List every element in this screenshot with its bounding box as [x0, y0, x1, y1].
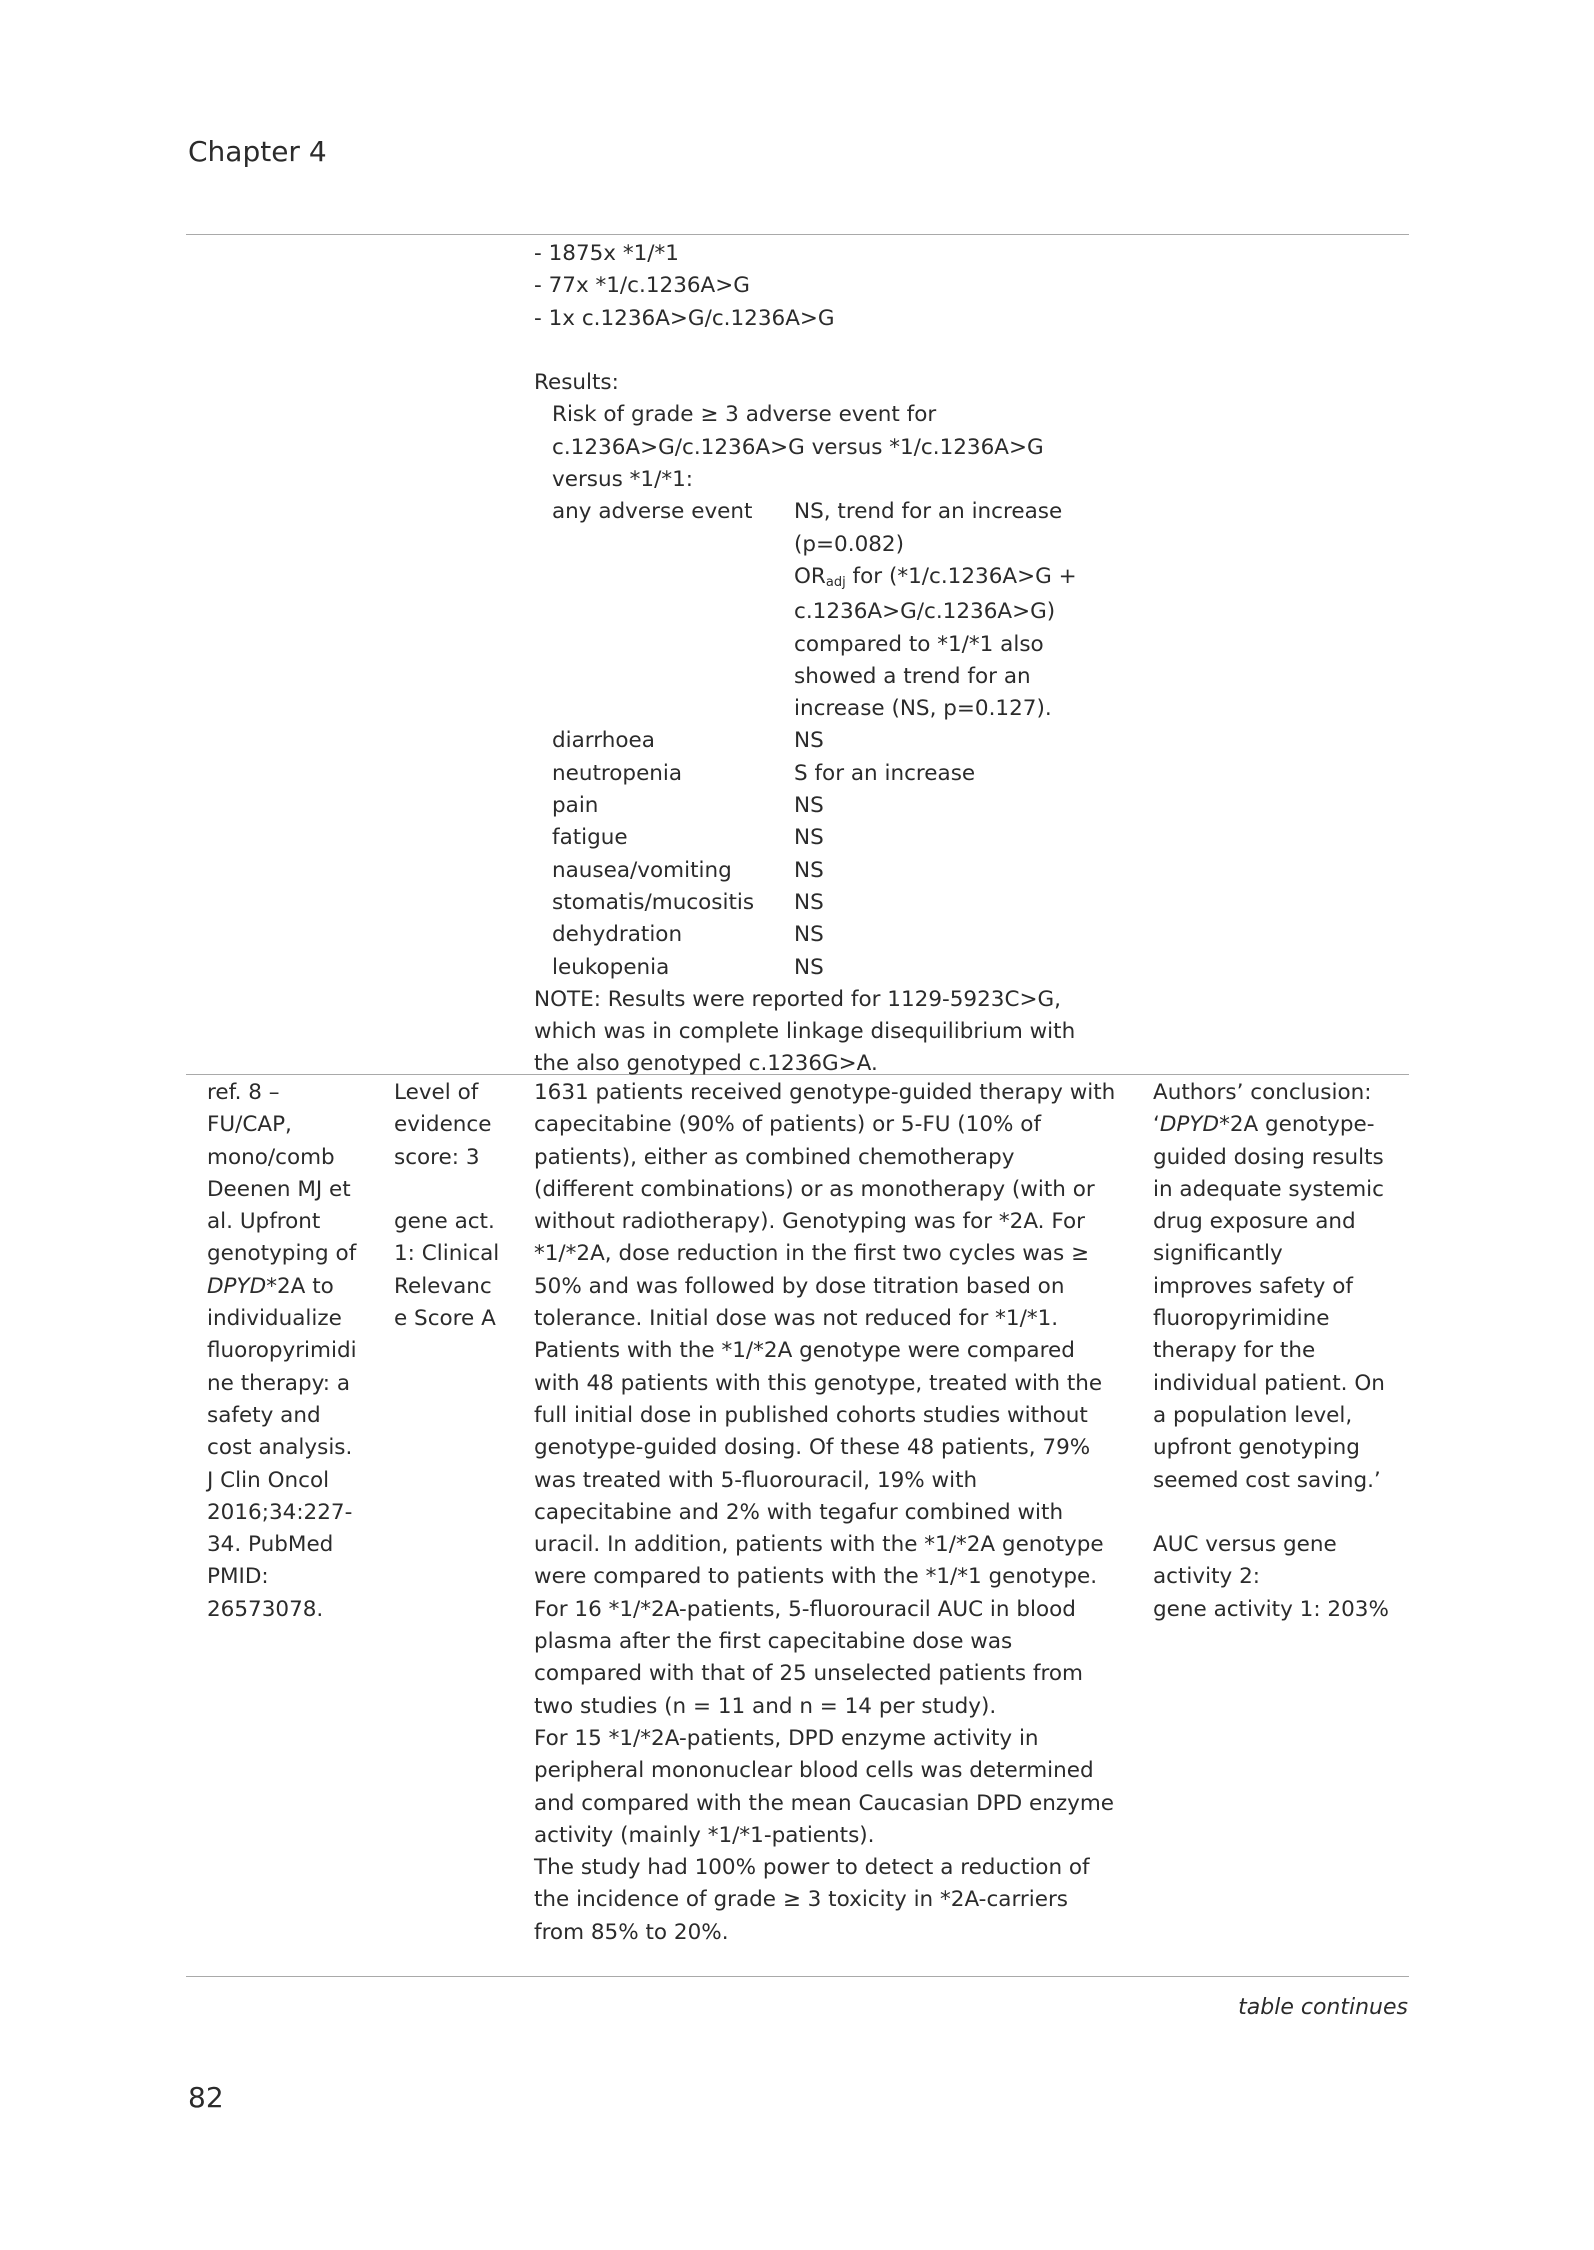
- genotype-item: - 1x c.1236A>G/c.1236A>G: [534, 305, 835, 331]
- evidence-line: score: 3: [394, 1144, 480, 1170]
- page-number: 82: [188, 2081, 224, 2114]
- description-line: 50% and was followed by dose titration based on: [534, 1273, 1065, 1299]
- note-line: which was in complete linkage disequilibrium with: [534, 1019, 1076, 1045]
- event-value-line: increase (NS, p=0.127).: [794, 696, 1052, 722]
- description-line: uracil. In addition, patients with the *1/*2A genotype: [534, 1532, 1104, 1558]
- description-line: patients), either as combined chemotherapy: [534, 1144, 1015, 1170]
- description-line: plasma after the first capecitabine dose was: [534, 1629, 1013, 1655]
- evidence-line: Relevanc: [394, 1273, 492, 1299]
- description-line: were compared to patients with the *1/*1 genotype.: [534, 1564, 1098, 1590]
- or-subscript: adj: [825, 574, 846, 590]
- quote-mark: ‘: [1153, 1112, 1160, 1138]
- event-label: leukopenia: [552, 954, 670, 980]
- event-value: NS: [794, 793, 824, 819]
- description-line: *1/*2A, dose reduction in the first two cycles was ≥: [534, 1241, 1090, 1267]
- event-value-line: NS, trend for an increase: [794, 499, 1063, 525]
- reference-line: mono/comb: [207, 1144, 335, 1170]
- event-value: S for an increase: [794, 760, 976, 786]
- event-label: nausea/vomiting: [552, 857, 732, 883]
- reference-line: PMID:: [207, 1564, 269, 1590]
- gene-name: DPYD: [1159, 1112, 1220, 1138]
- description-line: full initial dose in published cohorts studies without: [534, 1402, 1088, 1428]
- event-value: NS: [794, 825, 824, 851]
- description-line: without radiotherapy). Genotyping was for *2A. For: [534, 1209, 1085, 1235]
- description-line: activity (mainly *1/*1-patients).: [534, 1822, 875, 1848]
- or-prefix: OR: [794, 563, 826, 589]
- reference-line: genotyping of: [207, 1241, 357, 1267]
- note-line: the also genotyped c.1236G>A.: [534, 1051, 878, 1077]
- table-bottom-rule: [186, 1976, 1409, 1977]
- description-line: with 48 patients with this genotype, treated with the: [534, 1370, 1103, 1396]
- reference-line: cost analysis.: [207, 1435, 353, 1461]
- event-value-line: c.1236A>G/c.1236A>G): [794, 599, 1056, 625]
- description-line: capecitabine (90% of patients) or 5-FU (10% of: [534, 1112, 1042, 1138]
- event-value: [794, 496, 1114, 725]
- reference-line: fluoropyrimidi: [207, 1338, 357, 1364]
- event-label: dehydration: [552, 922, 683, 948]
- reference-line: J Clin Oncol: [207, 1467, 330, 1493]
- description-line: compared with that of 25 unselected patients from: [534, 1661, 1083, 1687]
- conclusion-line: Authors’ conclusion:: [1153, 1080, 1372, 1105]
- note-line: NOTE: Results were reported for 1129-5923C>G,: [534, 986, 1061, 1012]
- conclusion-line: [1153, 1109, 1398, 1141]
- description-line: two studies (n = 11 and n = 14 per study).: [534, 1693, 997, 1719]
- conclusion-line: a population level,: [1153, 1402, 1353, 1428]
- evidence-line: Level of: [394, 1080, 479, 1105]
- description-line: was treated with 5-fluorouracil, 19% with: [534, 1467, 978, 1493]
- description-line: For 16 *1/*2A-patients, 5-fluorouracil AUC in blood: [534, 1596, 1076, 1622]
- event-label: stomatis/mucositis: [552, 889, 755, 915]
- description-line: capecitabine and 2% with tegafur combined with: [534, 1499, 1064, 1525]
- table-continues-note: table continues: [1238, 1995, 1408, 2020]
- risk-line: versus *1/*1:: [552, 467, 693, 493]
- conclusion-line: improves safety of: [1153, 1273, 1353, 1299]
- evidence-line: evidence: [394, 1112, 492, 1138]
- conclusion-line: in adequate systemic: [1153, 1176, 1384, 1202]
- evidence-cell: [394, 1077, 529, 1335]
- reference-line-rest: *2A to: [266, 1273, 334, 1299]
- conclusion-line: individual patient. On: [1153, 1370, 1385, 1396]
- event-value: NS: [794, 728, 824, 754]
- conclusion-line-rest: *2A genotype-: [1219, 1112, 1375, 1138]
- event-row: [552, 758, 1134, 790]
- event-row: [552, 855, 1134, 887]
- description-line: For 15 *1/*2A-patients, DPD enzyme activity in: [534, 1725, 1039, 1751]
- table-top-rule: [186, 234, 1409, 235]
- risk-description: [534, 399, 1134, 496]
- reference-line: ne therapy: a: [207, 1370, 351, 1396]
- adverse-events-table: [534, 496, 1134, 983]
- event-value-line: showed a trend for an: [794, 663, 1031, 689]
- reference-line: safety and: [207, 1402, 321, 1428]
- description-line: and compared with the mean Caucasian DPD enzyme: [534, 1790, 1115, 1816]
- event-value-line: [794, 561, 1114, 596]
- conclusion-line: upfront genotyping: [1153, 1435, 1360, 1461]
- any-adverse-row: [552, 496, 1134, 725]
- conclusion-line: guided dosing results: [1153, 1144, 1384, 1170]
- or-rest: for (*1/c.1236A>G +: [845, 563, 1077, 589]
- description-line: peripheral mononuclear blood cells was determined: [534, 1758, 1094, 1784]
- conclusion-line: drug exposure and: [1153, 1209, 1356, 1235]
- description-line: Patients with the *1/*2A genotype were compared: [534, 1338, 1075, 1364]
- conclusion-line: therapy for the: [1153, 1338, 1316, 1364]
- genotype-list: [534, 238, 1134, 335]
- description-line: the incidence of grade ≥ 3 toxicity in *2A-carriers: [534, 1887, 1068, 1913]
- event-label: any adverse event: [552, 499, 753, 525]
- event-row: [552, 887, 1134, 919]
- event-row: [552, 790, 1134, 822]
- reference-line: 34. PubMed: [207, 1532, 334, 1558]
- event-value: NS: [794, 922, 824, 948]
- event-value: NS: [794, 889, 824, 915]
- reference-line: al. Upfront: [207, 1209, 321, 1235]
- conclusion-line: seemed cost saving.’: [1153, 1467, 1381, 1493]
- top-block: [534, 238, 1134, 1081]
- event-label: fatigue: [552, 825, 628, 851]
- reference-line: [207, 1271, 387, 1303]
- description-line: genotype-guided dosing. Of these 48 patients, 79%: [534, 1435, 1091, 1461]
- description-line: 1631 patients received genotype-guided therapy with: [534, 1080, 1116, 1105]
- reference-line: Deenen MJ et: [207, 1176, 351, 1202]
- note: [534, 984, 1134, 1081]
- event-value: NS: [794, 857, 824, 883]
- risk-line: c.1236A>G/c.1236A>G versus *1/c.1236A>G: [552, 434, 1044, 460]
- event-row: [552, 919, 1134, 951]
- reference-line: 2016;34:227-: [207, 1499, 353, 1525]
- description-line: tolerance. Initial dose was not reduced for *1/*1.: [534, 1306, 1059, 1332]
- evidence-line: e Score A: [394, 1306, 496, 1332]
- event-label: diarrhoea: [552, 728, 655, 754]
- auc-line: AUC versus gene: [1153, 1532, 1337, 1558]
- chapter-header: Chapter 4: [188, 135, 327, 168]
- event-value-line: (p=0.082): [794, 531, 904, 557]
- conclusion-line: significantly: [1153, 1241, 1283, 1267]
- reference-line: ref. 8 –: [207, 1080, 280, 1105]
- description-cell: [534, 1077, 1154, 1949]
- evidence-line: gene act.: [394, 1209, 495, 1235]
- gene-name: DPYD: [207, 1273, 267, 1299]
- auc-line: gene activity 1: 203%: [1153, 1596, 1389, 1622]
- auc-line: activity 2:: [1153, 1564, 1261, 1590]
- results-label: Results:: [534, 370, 619, 396]
- genotype-item: - 1875x *1/*1: [534, 241, 679, 266]
- genotype-item: - 77x *1/c.1236A>G: [534, 273, 750, 299]
- reference-line: 26573078.: [207, 1596, 324, 1622]
- event-value: NS: [794, 954, 824, 980]
- description-line: (different combinations) or as monotherapy (with or: [534, 1176, 1095, 1202]
- evidence-line: 1: Clinical: [394, 1241, 500, 1267]
- event-row: [552, 952, 1134, 984]
- reference-line: individualize: [207, 1306, 342, 1332]
- conclusion-cell: [1153, 1077, 1398, 1626]
- reference-line: FU/CAP,: [207, 1112, 292, 1138]
- event-row: [552, 725, 1134, 757]
- reference-cell: [207, 1077, 387, 1626]
- risk-line: Risk of grade ≥ 3 adverse event for: [552, 402, 937, 428]
- event-label: neutropenia: [552, 760, 683, 786]
- event-value-line: compared to *1/*1 also: [794, 631, 1044, 657]
- event-row: [552, 822, 1134, 854]
- conclusion-line: fluoropyrimidine: [1153, 1306, 1330, 1332]
- event-label: pain: [552, 793, 599, 819]
- description-line: from 85% to 20%.: [534, 1919, 729, 1945]
- description-line: The study had 100% power to detect a reduction of: [534, 1855, 1090, 1881]
